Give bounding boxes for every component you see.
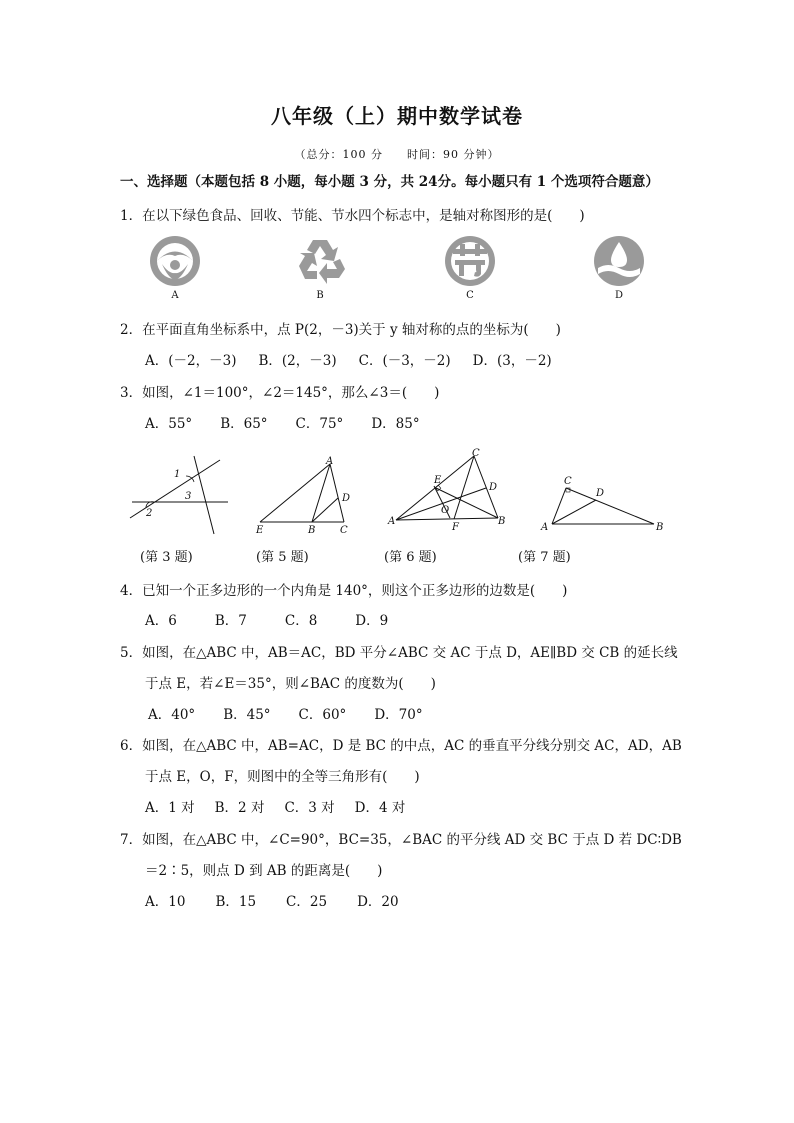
question-6-continued: 于点 E，O，F，则图中的全等三角形有( )	[145, 769, 420, 785]
figure-caption-q7: (第 7 题)	[518, 550, 571, 565]
option-label: C	[466, 290, 474, 301]
option-b[interactable]: B．(2，－3)	[258, 353, 337, 369]
question-5	[120, 641, 678, 661]
figure-q7	[538, 470, 668, 536]
question-5-options	[148, 703, 445, 723]
question-number: 7．	[120, 832, 143, 848]
option-label: D	[614, 290, 624, 301]
recycle-icon	[293, 234, 347, 288]
option-a[interactable]: A．1 对	[145, 800, 195, 816]
option-b[interactable]: B．7	[214, 613, 247, 629]
angle-label-2: 2	[146, 508, 153, 519]
option-label: A	[171, 290, 179, 301]
question-text: 已知一个正多边形的一个内角是 140°，则这个正多边形的边数是( )	[142, 583, 568, 599]
figure-q3	[124, 452, 234, 540]
option-a[interactable]: A．55°	[145, 416, 193, 432]
question-number: 2．	[120, 322, 143, 338]
point-label-b: B	[308, 525, 316, 536]
question-text: 如图，在△ABC 中，AB＝AC，BD 平分∠ABC 交 AC 于点 D，AE∥BD 交 CB 的延长线	[142, 645, 678, 661]
point-label-d: D	[489, 482, 498, 493]
option-c[interactable]: C．(－3，－2)	[358, 353, 451, 369]
question-number: 3．	[120, 385, 143, 401]
line-transversal-2	[194, 456, 214, 534]
question-text: 如图，在△ABC 中，AB=AC，D 是 BC 的中点，AC 的垂直平分线分别交 AC，AD，AB	[142, 738, 682, 754]
point-label-d: D	[342, 493, 351, 504]
option-d[interactable]: D．4 对	[354, 800, 406, 816]
point-label-f: F	[452, 522, 459, 533]
option-a[interactable]: A．6	[145, 613, 177, 629]
point-label-c: C	[472, 448, 480, 459]
question-text: 在平面直角坐标系中，点 P(2，－3)关于 y 轴对称的点的坐标为( )	[142, 322, 561, 338]
question-number: 1．	[120, 208, 143, 224]
question-6	[120, 734, 682, 754]
question-2	[120, 318, 561, 338]
question-text: 如图，∠1＝100°，∠2＝145°，那么∠3＝( )	[142, 385, 440, 401]
green-food-icon	[148, 234, 202, 288]
option-label: B	[316, 290, 324, 301]
point-label-b: B	[656, 522, 664, 533]
figure-q6	[386, 444, 512, 536]
question-text: 在以下绿色食品、回收、节能、节水四个标志中，是轴对称图形的是( )	[142, 208, 585, 224]
question-7-options	[145, 890, 421, 910]
option-d[interactable]: D．9	[355, 613, 389, 629]
option-c-logo	[443, 234, 497, 304]
option-c[interactable]: C．8	[284, 613, 318, 629]
option-d[interactable]: D．(3，－2)	[472, 353, 552, 369]
option-b[interactable]: B．15	[215, 894, 257, 910]
question-number: 6．	[120, 738, 143, 754]
figure-caption-q5: (第 5 题)	[256, 550, 309, 565]
question-5-continued: 于点 E，若∠E＝35°，则∠BAC 的度数为( )	[145, 676, 436, 692]
option-d[interactable]: D．20	[357, 894, 399, 910]
option-c[interactable]: C．75°	[295, 416, 344, 432]
option-b[interactable]: B．2 对	[214, 800, 265, 816]
option-d[interactable]: D．70°	[374, 707, 423, 723]
point-label-c: C	[340, 525, 348, 536]
point-label-c: C	[564, 476, 572, 487]
question-text: 如图，在△ABC 中，∠C=90°，BC=35，∠BAC 的平分线 AD 交 BC 于点 D 若 DC∶DB	[142, 832, 682, 848]
question-1	[120, 204, 585, 224]
option-c[interactable]: C．25	[286, 894, 328, 910]
angle-label-1: 1	[174, 469, 181, 480]
question-3	[120, 381, 439, 401]
option-c[interactable]: C．60°	[298, 707, 347, 723]
page-title: 八年级（上）期中数学试卷	[271, 104, 523, 128]
question-2-options	[145, 349, 574, 369]
question-6-options	[145, 796, 427, 816]
point-label-a: A	[388, 516, 396, 527]
point-label-a: A	[326, 456, 334, 467]
option-a[interactable]: A．(－2，－3)	[145, 353, 237, 369]
option-a[interactable]: A．10	[145, 894, 186, 910]
question-4	[120, 579, 567, 599]
option-b[interactable]: B．45°	[223, 707, 271, 723]
section-heading: 一、选择题（本题包括 8 小题，每小题 3 分，共 24分。每小题只有 1 个选项符合题意）	[120, 174, 659, 190]
point-label-o: O	[441, 505, 450, 516]
question-7	[120, 828, 682, 848]
point-label-b: B	[498, 516, 506, 527]
option-a-logo	[148, 234, 202, 304]
point-label-e: E	[256, 525, 264, 536]
angle-label-3: 3	[185, 491, 192, 502]
point-label-e: E	[434, 475, 442, 486]
option-b[interactable]: B．65°	[220, 416, 268, 432]
question-number: 4．	[120, 583, 143, 599]
question-7-continued: ＝2∶5，则点 D 到 AB 的距离是( )	[145, 863, 383, 879]
question-number: 5．	[120, 645, 143, 661]
energy-saving-icon	[443, 234, 497, 288]
question-3-options	[145, 412, 442, 432]
figure-q5	[252, 454, 358, 536]
option-a[interactable]: A．40°	[148, 707, 196, 723]
option-d[interactable]: D．85°	[371, 416, 420, 432]
figure-caption-q6: (第 6 题)	[384, 550, 437, 565]
point-label-a: A	[541, 522, 549, 533]
option-d-logo	[592, 234, 646, 304]
question-4-options	[145, 609, 410, 629]
option-c[interactable]: C．3 对	[284, 800, 335, 816]
option-b-logo	[293, 234, 347, 304]
point-label-d: D	[596, 488, 605, 499]
exam-info: （总分：100 分 时间：90 分钟）	[294, 148, 500, 161]
figure-caption-q3: (第 3 题)	[140, 550, 193, 565]
water-saving-icon	[592, 234, 646, 288]
